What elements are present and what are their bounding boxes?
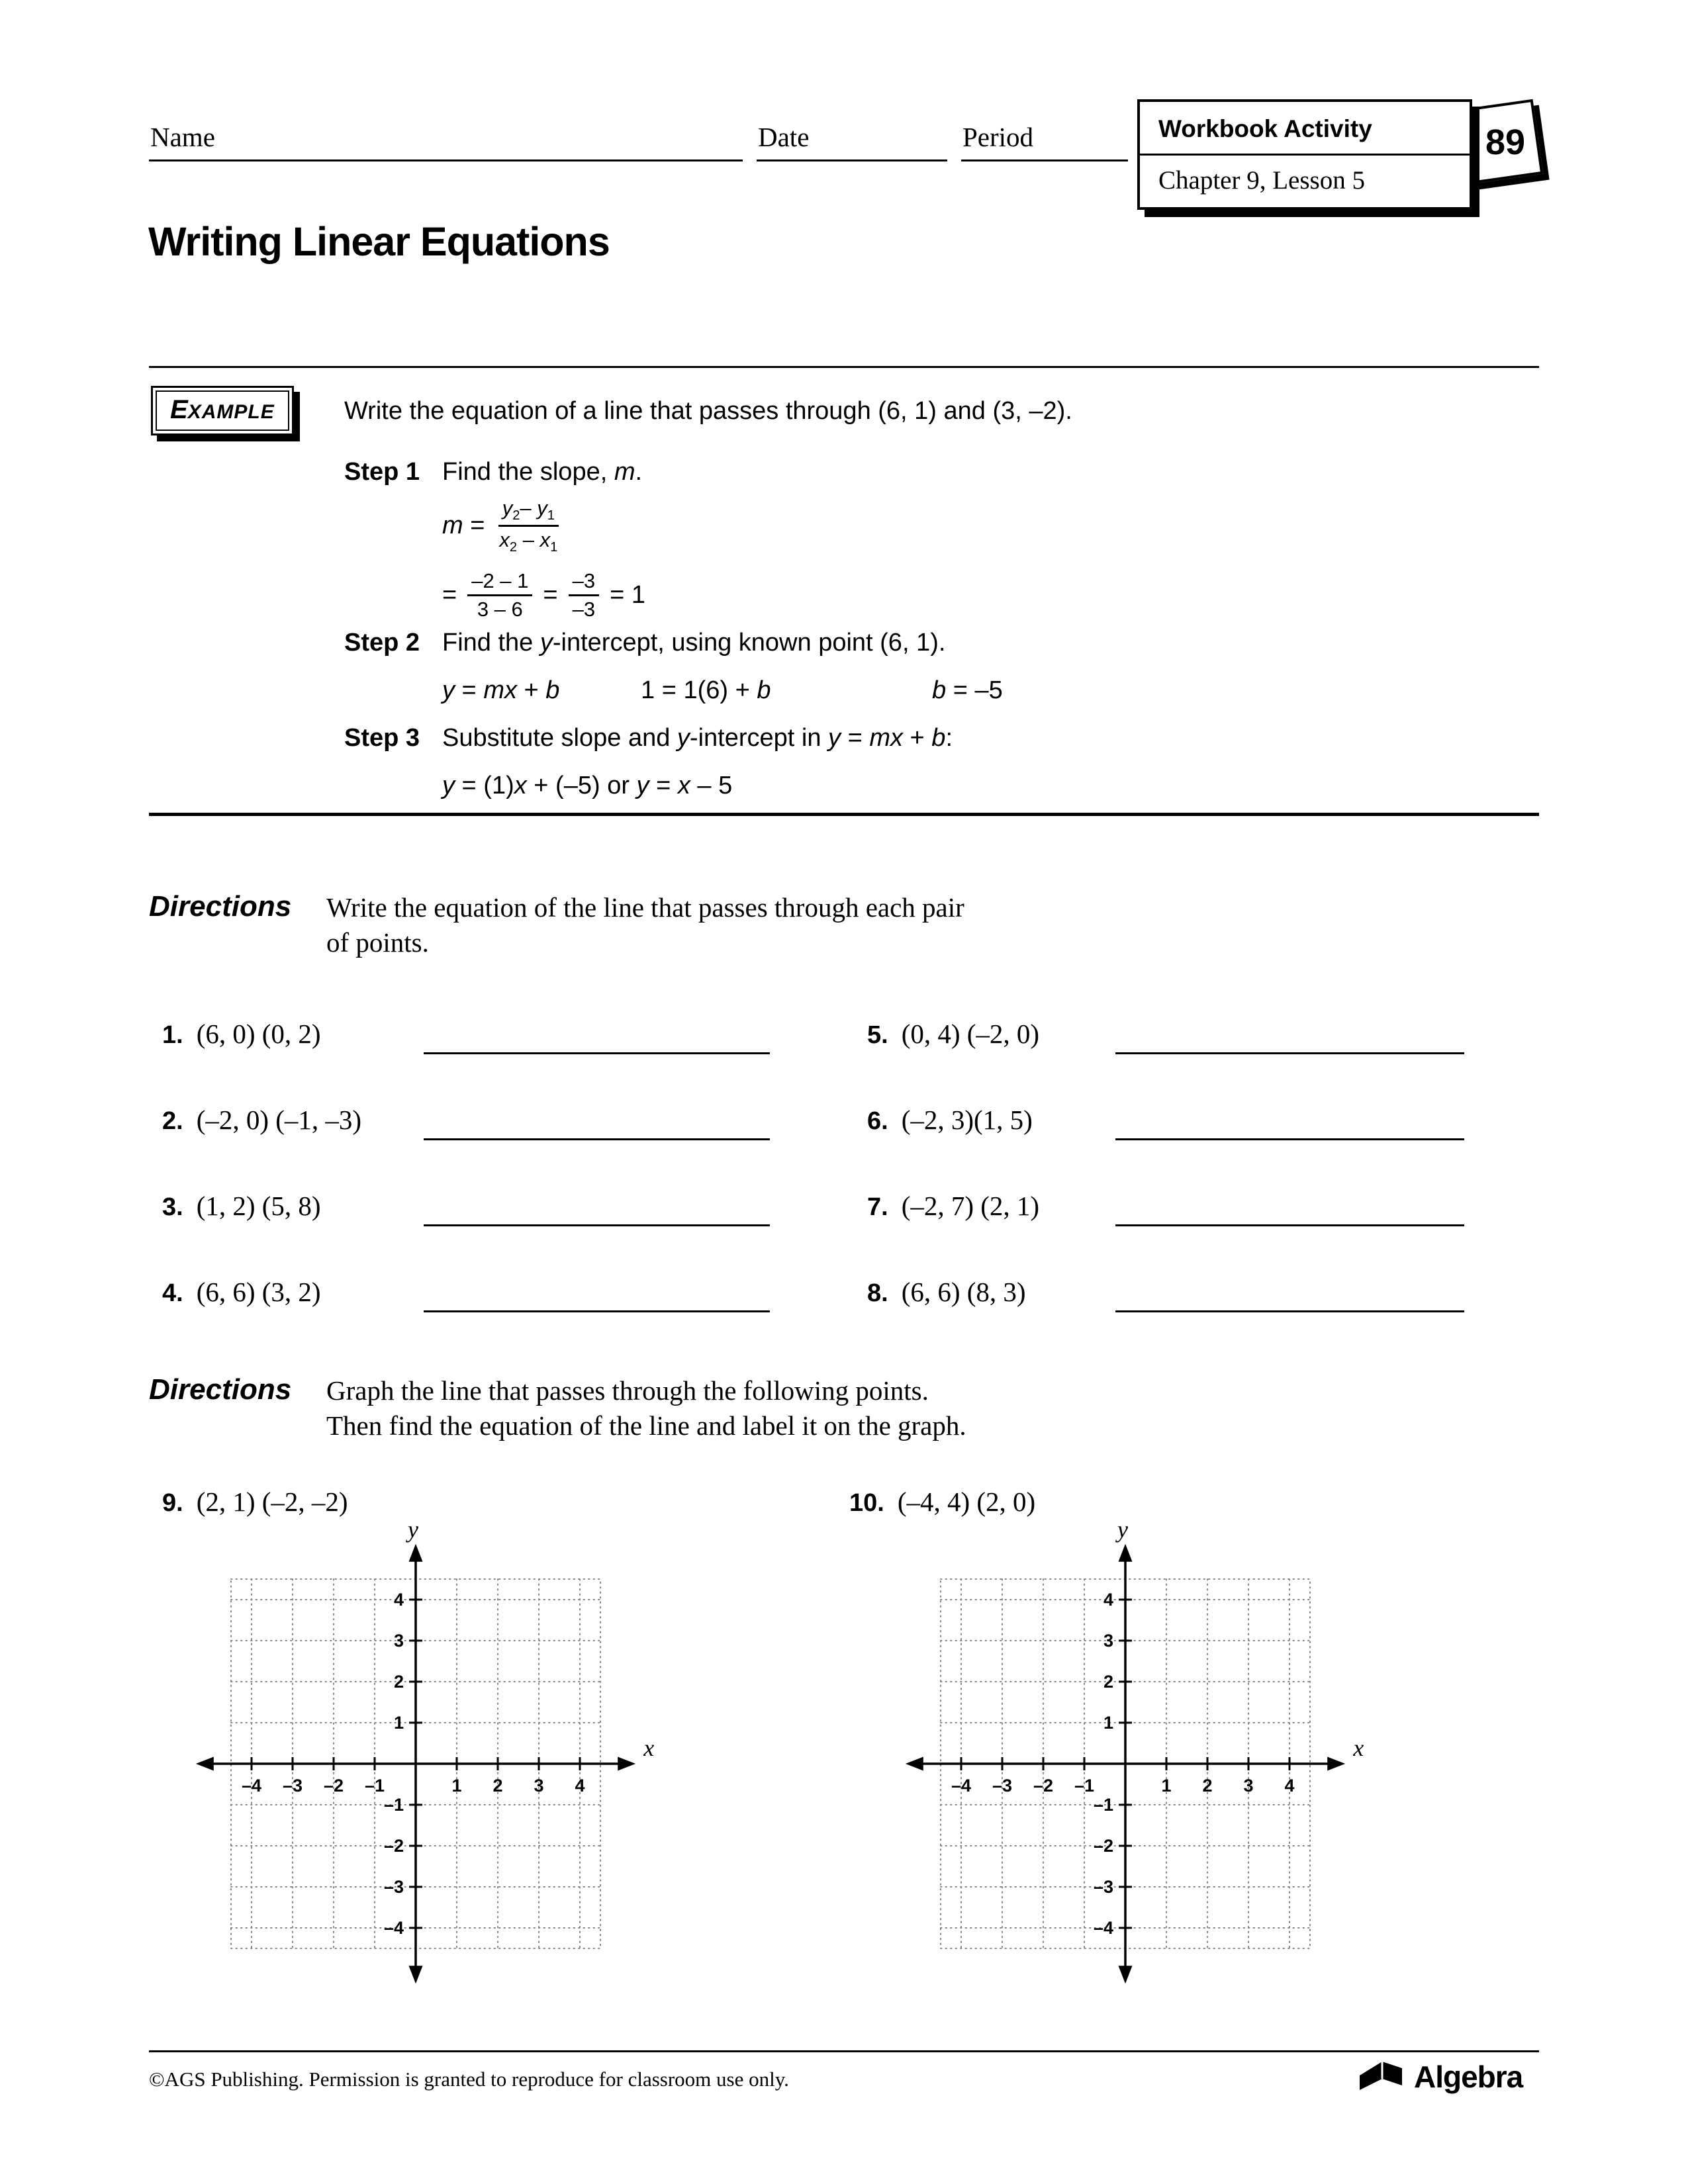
problem-number: 6. <box>867 1107 888 1135</box>
svg-text:1: 1 <box>1161 1776 1172 1796</box>
svg-text:–1: –1 <box>383 1795 404 1815</box>
problem-number: 7. <box>867 1193 888 1221</box>
slope-formula-fraction <box>495 496 561 555</box>
svg-text:–4: –4 <box>1093 1918 1113 1938</box>
problem-number: 9. <box>162 1489 183 1517</box>
algebra-logo-icon <box>1357 2058 1405 2095</box>
date-field <box>757 118 947 161</box>
svg-text:3: 3 <box>534 1776 544 1796</box>
svg-text:–4: –4 <box>383 1918 404 1938</box>
directions-line: Write the equation of the line that passes through each pair <box>326 892 964 923</box>
directions-line: of points. <box>326 927 429 958</box>
workbook-activity-title: Workbook Activity <box>1140 102 1470 156</box>
svg-text:1: 1 <box>1103 1713 1113 1733</box>
problem-number: 10. <box>849 1489 884 1517</box>
problem-row-10 <box>849 1486 1035 1525</box>
problem-number: 5. <box>867 1021 888 1049</box>
svg-text:2: 2 <box>1202 1776 1213 1796</box>
directions-line: Then find the equation of the line and label it on the graph. <box>326 1410 966 1441</box>
problem-row-4 <box>162 1276 321 1316</box>
svg-text:–1: –1 <box>1074 1776 1095 1796</box>
directions-line: Graph the line that passes through the following points. <box>326 1375 929 1406</box>
problem-points: (6, 6) (8, 3) <box>901 1277 1026 1307</box>
svg-text:y: y <box>1117 1516 1128 1543</box>
problem-row-8 <box>867 1276 1026 1316</box>
directions-1 <box>149 890 964 961</box>
example-label-initial: E <box>170 395 188 424</box>
svg-text:4: 4 <box>393 1590 404 1610</box>
slope-formula-lhs: m = <box>442 511 485 539</box>
svg-text:4: 4 <box>575 1776 585 1796</box>
answer-blank <box>424 1138 770 1140</box>
svg-text:4: 4 <box>1284 1776 1295 1796</box>
copyright-text: ©AGS Publishing. Permission is granted to reproduce for classroom use only. <box>149 2068 789 2091</box>
problem-points: (6, 0) (0, 2) <box>196 1019 321 1049</box>
brand <box>1357 2058 1523 2095</box>
answer-blank <box>424 1224 770 1226</box>
problem-row-1 <box>162 1018 321 1058</box>
step3-equation: y = (1)x + (–5) or y = x – 5 <box>442 772 733 799</box>
problem-points: (–2, 7) (2, 1) <box>901 1191 1040 1221</box>
directions-text <box>326 890 964 961</box>
svg-text:–3: –3 <box>383 1877 404 1897</box>
svg-text:2: 2 <box>1103 1672 1113 1692</box>
svg-text:–4: –4 <box>951 1776 972 1796</box>
svg-text:–3: –3 <box>282 1776 303 1796</box>
calc-fraction-2 <box>569 569 599 621</box>
svg-text:2: 2 <box>492 1776 503 1796</box>
example-label <box>156 390 289 431</box>
problem-row-5 <box>867 1018 1039 1058</box>
workbook-activity-box <box>1137 99 1472 210</box>
fraction-denominator: $x_2 - x_1$ <box>499 527 558 555</box>
fraction-numerator: –2 – 1 <box>467 569 532 596</box>
divider <box>149 813 1539 816</box>
coordinate-grid-problem-10 <box>903 1516 1376 2009</box>
problem-row-6 <box>867 1104 1033 1144</box>
svg-text:4: 4 <box>1103 1590 1113 1610</box>
example-label-box <box>151 386 294 435</box>
problem-row-7 <box>867 1190 1039 1230</box>
calc-fraction-1 <box>467 569 532 621</box>
step2-label: Step 2 <box>344 629 420 657</box>
svg-text:–2: –2 <box>323 1776 344 1796</box>
step3-text: Substitute slope and y-intercept in y = mx + b: <box>442 724 953 752</box>
divider <box>149 2050 1539 2052</box>
svg-text:–3: –3 <box>1093 1877 1113 1897</box>
chapter-lesson-label: Chapter 9, Lesson 5 <box>1158 166 1365 195</box>
step3-label: Step 3 <box>344 724 420 752</box>
svg-text:1: 1 <box>393 1713 404 1733</box>
example-label-rest: XAMPLE <box>187 401 275 423</box>
equals-sign: = <box>442 580 457 609</box>
svg-text:1: 1 <box>451 1776 462 1796</box>
problem-points: (–2, 0) (–1, –3) <box>196 1105 362 1135</box>
directions-label: Directions <box>149 890 292 923</box>
svg-text:–2: –2 <box>1093 1836 1113 1856</box>
calc-result: = 1 <box>610 580 645 609</box>
answer-blank <box>424 1052 770 1054</box>
problem-row-3 <box>162 1190 321 1230</box>
svg-text:3: 3 <box>1243 1776 1254 1796</box>
equals-sign: = <box>543 580 558 609</box>
page-title: Writing Linear Equations <box>148 219 610 264</box>
slope-calculation <box>442 567 645 623</box>
step2-equation-2: 1 = 1(6) + b <box>641 676 771 704</box>
svg-text:2: 2 <box>393 1672 404 1692</box>
fraction-denominator: –3 <box>572 597 596 621</box>
slope-formula <box>442 495 561 556</box>
step1-text: Find the slope, m. <box>442 458 643 486</box>
period-field <box>961 118 1128 161</box>
answer-blank <box>1115 1052 1464 1054</box>
problem-row-9 <box>162 1486 348 1525</box>
svg-text:–1: –1 <box>364 1776 385 1796</box>
page-number: 89 <box>1485 122 1526 163</box>
divider <box>149 366 1539 368</box>
step2-text: Find the y-intercept, using known point (6, 1). <box>442 629 946 657</box>
step2-equation-3: b = –5 <box>932 676 1003 704</box>
problem-points: (–2, 3)(1, 5) <box>901 1105 1033 1135</box>
answer-blank <box>424 1310 770 1312</box>
date-label: Date <box>758 122 810 152</box>
problem-number: 1. <box>162 1021 183 1049</box>
problem-number: 8. <box>867 1279 888 1307</box>
svg-text:x: x <box>643 1735 655 1761</box>
directions-label: Directions <box>149 1373 292 1406</box>
svg-text:–1: –1 <box>1093 1795 1113 1815</box>
step1-label: Step 1 <box>344 458 420 486</box>
svg-text:y: y <box>408 1516 418 1543</box>
fraction-denominator: 3 – 6 <box>477 597 523 621</box>
problem-points: (0, 4) (–2, 0) <box>901 1019 1040 1049</box>
svg-text:–3: –3 <box>992 1776 1013 1796</box>
answer-blank <box>1115 1310 1464 1312</box>
period-label: Period <box>962 122 1034 152</box>
svg-text:3: 3 <box>1103 1631 1113 1651</box>
problem-points: (6, 6) (3, 2) <box>196 1277 321 1307</box>
example-intro: Write the equation of a line that passes through (6, 1) and (3, –2). <box>344 397 1072 425</box>
step2-equation-1: y = mx + b <box>442 676 560 704</box>
problem-number: 3. <box>162 1193 183 1221</box>
fraction-numerator: –3 <box>569 569 599 596</box>
answer-blank <box>1115 1224 1464 1226</box>
problem-points: (1, 2) (5, 8) <box>196 1191 321 1221</box>
coordinate-grid-problem-9 <box>193 1516 667 2009</box>
svg-text:3: 3 <box>393 1631 404 1651</box>
svg-text:–4: –4 <box>241 1776 262 1796</box>
problem-row-2 <box>162 1104 361 1144</box>
problem-points: (2, 1) (–2, –2) <box>196 1486 348 1517</box>
directions-text <box>326 1373 966 1444</box>
brand-name: Algebra <box>1414 2060 1523 2094</box>
problem-number: 4. <box>162 1279 183 1307</box>
problem-number: 2. <box>162 1107 183 1135</box>
svg-text:–2: –2 <box>383 1836 404 1856</box>
name-label: Name <box>150 122 215 152</box>
name-field <box>149 118 743 161</box>
directions-2 <box>149 1373 966 1444</box>
problem-points: (–4, 4) (2, 0) <box>897 1486 1036 1517</box>
svg-text:–2: –2 <box>1033 1776 1054 1796</box>
fraction-numerator: $y_2-$ $y_1$ <box>498 496 559 526</box>
svg-text:x: x <box>1353 1735 1364 1761</box>
answer-blank <box>1115 1138 1464 1140</box>
